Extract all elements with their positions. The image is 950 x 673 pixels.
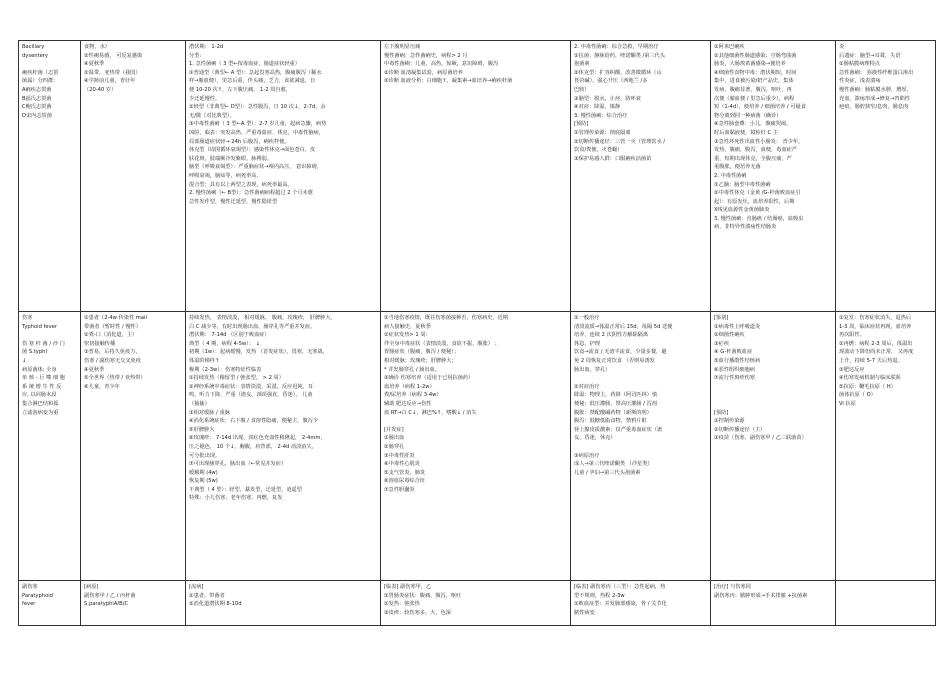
cell-text-line: * 并发肠穿孔 / 肠出血。 xyxy=(384,366,440,373)
cell-text-line: 病，非特异性溃疡性结肠炎 xyxy=(714,224,777,231)
diagnosis-cell xyxy=(381,581,571,626)
table-row-paratyphoid-fever xyxy=(19,581,936,626)
cell-text-line: 少迁延慢性。 xyxy=(189,95,221,102)
cell-text-line: ⑥溶血尿毒综合征 xyxy=(384,478,425,485)
cell-text-line: ⑥儿童，青少年 xyxy=(84,383,120,390)
cell-text-line: ③普易，后持久免疫力， xyxy=(84,349,141,356)
cell-text-line: 儿童 / 孕妇→第三代头孢菌素 xyxy=(574,469,641,476)
cell-text-line: ⑤抗原：鞭毛抗原（ H） xyxy=(839,383,896,390)
table-row-typhoid-fever xyxy=(19,312,936,581)
cell-text-line: ②轻型（非典型← D型）：急性腹泻，日 10 次↓，2-7d，余 xyxy=(189,104,326,111)
cell-text-line: 中毒性菌痢：儿童，高热，惊厥，意识障碍，腹泻 xyxy=(384,61,499,68)
treatment-cell xyxy=(571,581,711,626)
cell-text-line: 样→脓血便），里急后重，伴头痛，乏力，食欲减退，日 xyxy=(189,78,316,85)
cell-text-line: 慢性菌痢：肠粘膜水肿，增厚， xyxy=(839,86,912,93)
cell-text-line: ②其他细菌性肠道感染：空肠弯曲菌 xyxy=(714,52,797,59)
cell-text-line: 副伤寒甲 / 乙 / 丙杆菌 xyxy=(84,592,136,599)
cell-text-line: 伤 寒 杆 菌 / 沙 门 xyxy=(22,340,65,347)
cell-text-line: ②再燃：病程 2-3 周后，体温出 xyxy=(839,340,913,347)
cell-text-line: ④对症：降温，镇静 xyxy=(574,104,621,111)
cell-text-line: 密切接触传播 xyxy=(84,340,116,347)
cell-text-line: 现波动下降但尚未正常， 又再度 xyxy=(839,349,914,356)
cell-text-line: ②诊断 血液分析：白细胞↑，凝集素→血培养→痢疾杆菌 xyxy=(384,78,513,85)
cell-text-line: ④学龄前儿童，青壮年 xyxy=(84,78,136,85)
cell-text-line: ③脑型：脱水，止痉，防呼衰 xyxy=(574,95,641,102)
cell-text-line: ⑦流行性斑疹伤寒 xyxy=(714,375,755,382)
cell-text-line: 物分离到同一种病菌（确诊） xyxy=(714,112,782,119)
cell-text-line: ②对症治疗 xyxy=(574,383,600,390)
cell-text-line: ②休克型：扩容纠酸，改善微循环（山 xyxy=(574,69,662,76)
cell-text-line: ③相对缓脉 / 重脉 xyxy=(189,409,230,416)
cell-text-line: 应, 以回肠末段 xyxy=(22,392,57,399)
clinical-cell xyxy=(186,41,381,312)
cell-text-line: ⑤血行播散性结核病 xyxy=(714,357,761,364)
cell-text-line: [临表] 副伤寒丙（三型）：急性起病，热 xyxy=(574,584,666,590)
cell-text-line: 再次阳性。 xyxy=(839,332,865,339)
cell-text-line: 疤痕，肠腔狭窄/息肉，肠息肉 xyxy=(839,104,909,111)
cell-text-line: 3. 慢性菌痢：综合治疗 xyxy=(574,112,628,119)
cell-text-line: ⑤支气管炎，肺炎 xyxy=(384,469,425,476)
cell-text-line: 急性发作型，慢性迁延型，慢性隐匿型 xyxy=(189,198,278,205)
cell-text-line: ②肠粘膜病理特点 xyxy=(839,61,880,68)
cell-text-line: ②粪-口（消化道，主） xyxy=(84,332,138,339)
cell-text-line: [鉴别] xyxy=(714,315,729,321)
cell-text-line: ③急性坏死性出血性小肠炎： 青少年， xyxy=(714,138,804,145)
cell-text-line: 培养，连续 2 次阴性方解除隔离 xyxy=(574,332,649,339)
cell-text-line: ⑥恶性组织细胞病 xyxy=(714,366,755,373)
cell-text-line: 相对缓脉；玫瑰疹；肝脾肿大； xyxy=(384,357,457,364)
cell-text-line: 伤寒 xyxy=(22,315,33,321)
cell-text-line: 带菌者（暂时性 / 慢性） xyxy=(84,323,141,330)
cell-text-line: [预防] xyxy=(714,409,729,416)
cell-text-line: 孢菌素 xyxy=(574,61,590,68)
cell-text-line xyxy=(574,374,707,383)
disease-name-cell xyxy=(19,312,81,581)
differential-cell xyxy=(711,41,836,312)
notes-cell xyxy=(836,581,936,626)
cell-text-line: ②肠穿孔 xyxy=(384,443,405,450)
cell-text-line: ④中毒性心肌炎 xyxy=(384,461,420,468)
cell-text-line: ④ G-杆菌败血症 xyxy=(714,349,753,356)
cell-text-line: ②温带，亚热带（我国） xyxy=(84,69,141,76)
cell-text-line: 典型（ 4 期，病程 4-5w）： ↓ xyxy=(189,340,261,347)
cell-text-line: X线见血源性金黄菌肺炎 xyxy=(714,207,770,214)
cell-text-line: ④夏秋季 xyxy=(84,366,105,373)
cell-text-line: 3. 慢性菌痢：直肠癌 / 结肠癌，血吸虫 xyxy=(714,215,804,222)
cell-text-line: ⑤全世界（热带 / 亚热带） xyxy=(84,375,146,382)
cell-text-line: ④伤寒发病机制与临床联系 xyxy=(839,375,901,382)
cell-text-line: ①抗菌：静脉给药，喹诺酮类 /第三代头 xyxy=(574,52,666,59)
cell-text-line: ②中毒性休克（金黄 /G-杆菌败血症引 xyxy=(714,190,801,197)
cell-text-line: 肤花斑，肢端厥冷发紫绀，脉搏弱。 xyxy=(189,155,273,162)
cell-text-line: 后遗症：脑型→耳聋，失语 xyxy=(839,52,901,59)
cell-text-line: ↓ xyxy=(22,357,27,364)
table-body xyxy=(19,41,936,626)
cell-text-line: ④细菌性食物中毒：潜伏期短，时间 xyxy=(714,69,797,76)
cell-text-line: 次便（脓血便 / 里急后重少），病程 xyxy=(714,95,795,102)
cell-text-line: ⑥玫瑰疹： 7-14d 出现，淡红色充血性稍隆起， 2-4mm， xyxy=(189,435,326,442)
treatment-cell xyxy=(571,41,711,312)
cell-text-line: ③确诊 伤寒培养（适用于已用抗菌药） xyxy=(384,375,474,382)
cell-text-line: 2. 中毒性菌痢：综合急救，早期治疗 xyxy=(574,44,659,50)
cell-text-line: 血 RT→白 C↓，淋巴%↑，嗜酸↓ / 消失 xyxy=(384,409,477,416)
cell-text-line: 发热，腹痛，腹泻，血便，毒血症严 xyxy=(714,147,798,154)
disease-name-cell xyxy=(19,41,81,312)
cell-text-line: 副伤寒 xyxy=(22,584,38,590)
cell-text-line: ①肠出血 xyxy=(384,435,405,442)
clinical-cell xyxy=(186,312,381,581)
cell-text-line xyxy=(714,400,832,409)
cell-text-line: 持续发热， 表情淡漠， 相对缓脉， 腹痛，玫瑰疹， 肝脾肿大， xyxy=(189,315,336,321)
cell-text-line: 巴胺） xyxy=(574,86,590,93)
cell-text-line: ②诊断 血清凝集试验，病原菌培养 xyxy=(384,69,463,76)
cell-text-line: D宋内志贺菌 xyxy=(22,112,52,119)
cell-text-line: 病原菌体: 全身 xyxy=(22,366,57,373)
cell-text-line xyxy=(714,383,832,392)
cell-text-line: ⑦可出现肠穿孔，肠出血（←常见并发症） xyxy=(189,461,287,468)
cell-text-line: 恢复期 (5w) xyxy=(189,478,218,485)
cell-text-line: 食物，水） xyxy=(84,44,110,50)
cell-text-line: ①患者（2-4w 传染性 mail xyxy=(84,315,147,321)
epidemiology-cell xyxy=(81,312,186,581)
cell-text-line: ①持续发热（稽留型 / 弛张型， > 2 周） xyxy=(189,375,284,382)
cell-text-line: dysentery xyxy=(22,52,48,59)
cell-text-line: 时后血黏液便，镜检红 C 主 xyxy=(714,129,778,136)
cell-text-line: 菌体抗原（ O） xyxy=(839,392,876,399)
cell-text-line: 血培养（病程 1-2w） xyxy=(384,383,435,390)
cell-text-line: ②性痢易感， 可反复感染 xyxy=(84,52,143,59)
cell-text-line: 起）：有原发灶，血培养阳性，后期 xyxy=(714,198,795,205)
cell-text-line: Vi 抗原 xyxy=(839,400,856,407)
treatment-cell xyxy=(571,312,711,581)
cell-text-line: 2. 慢性菌痢（← B型）：急性菌痢病程超过 2 个月未愈 xyxy=(189,190,313,197)
cell-text-line: 混合型：具有以上两型之表现，病死率最高。 xyxy=(189,181,293,188)
cell-text-line: （抽搐） xyxy=(189,400,210,407)
cell-text-line: ②细菌性痢疾 xyxy=(714,332,745,339)
diagnosis-cell xyxy=(381,41,571,312)
cell-text-line: S.paratyphiA/B/C xyxy=(84,601,129,608)
cell-text-line: 重，短期出现休克，全腹压痛，严 xyxy=(714,155,792,162)
cell-text-line: 缓解期 (4w) xyxy=(189,469,218,476)
cell-text-line: 极期（2-3w）：伤寒特征性临表 xyxy=(189,366,262,373)
cell-text-line: Paratyphoid xyxy=(22,592,53,599)
cell-text-line: 病人接触史，夏秋季 xyxy=(384,323,431,330)
cell-text-line: ②消化道潜伏期 8-10d xyxy=(189,601,242,608)
cell-text-line: 成人→第三代喹诺酮类 （沙星类） xyxy=(574,461,653,468)
cell-text-line xyxy=(574,443,707,452)
cell-text-line: 脑型（呼吸衰竭型）：严重脑症状→颅内高压， 意识障碍， xyxy=(189,164,323,171)
cell-text-line: 休息，护理 xyxy=(574,340,600,347)
cell-text-line: [并发症] xyxy=(384,426,404,433)
cell-text-line: ①普通型（典型← A 型）：急起畏寒高热，腹痛腹泻（稀水 xyxy=(189,69,322,76)
cell-text-line: 便 10-20 次↑，左下腹压痛， 1-2 周自愈， xyxy=(189,86,291,93)
cell-text-line: [病原] xyxy=(84,584,99,590)
cell-text-line: 清淡流质→体温正常后 15d，每隔 5d 送便 xyxy=(574,323,673,330)
cell-text-line: 辅助 肥达反应→伤性 xyxy=(384,400,432,407)
cell-text-line: 便秘：低压灌肠，禁高压灌肠 / 泻剂 xyxy=(574,400,657,407)
diagnosis-cell xyxy=(381,312,571,581)
notes-cell xyxy=(836,312,936,581)
cell-text-line: 腹胀：禁配酸碱药物（新斯的明） xyxy=(574,409,652,416)
cell-text-line: ④夏秋季 xyxy=(84,61,105,68)
cell-text-line: ③疟疾 xyxy=(714,340,730,347)
cell-text-line: 集合淋巴结和孤 xyxy=(22,400,59,407)
cell-text-line: 休克型（周围循环衰竭型）：感染性休克→面色苍白，皮 xyxy=(189,147,316,154)
cell-text-line: 局部肠道症状轻→ 24h 后腹泻，痢疾样便。 xyxy=(189,138,290,145)
cell-text-line: 重腹胀，便培养无菌 xyxy=(714,164,761,171)
cell-text-line: ③肥达反应 xyxy=(839,366,865,373)
epidemiology-cell xyxy=(81,581,186,626)
cell-text-line: ②症状发热> 1 周： xyxy=(384,332,431,339)
cell-text-line: 1. 急性菌痢（ 3 型←按毒血症，肠道症状轻重） xyxy=(189,61,300,68)
cell-text-line: 立滤泡病变为重 xyxy=(22,409,59,416)
cell-text-line: 性炎症，浅表溃疡 xyxy=(839,78,881,85)
cell-text-line: [治疗] 与伤寒同 xyxy=(714,584,751,590)
table-row-bacillary-dysentery xyxy=(19,41,936,312)
notes-cell xyxy=(836,41,936,312)
cell-text-line: 充血，溃疡形成→修复→凹陷性 xyxy=(839,95,910,102)
cell-text-line: 无/微（对比典型）。 xyxy=(189,112,235,119)
cell-text-line: 伴全身中毒症状（表情淡漠，食欲不振，腹胀） ； xyxy=(384,340,500,347)
disease-name-cell xyxy=(19,581,81,626)
cell-text-line: 肠炎，大肠埃希菌感染→便培养 xyxy=(714,61,786,68)
cell-text-line: ①胃肠炎症状：腹痛，腹泻，呕吐 xyxy=(384,592,462,599)
cell-text-line: 伤寒 / 副伤寒无交叉免疫 xyxy=(84,357,141,364)
cell-text-line: 左下腹明显压痛 xyxy=(384,44,421,50)
cell-text-line: ①当地伤寒疫情，既往伤寒菌接种否，伤寒病史，近期 xyxy=(384,315,508,321)
cell-text-line: 呼吸衰竭，脑疝等，病死率高。 xyxy=(189,172,262,179)
cell-text-line: 急性菌痢： 弥漫性纤维蛋白渗出 xyxy=(839,69,914,76)
cell-text-line: ④消化系统症状：右下腹 / 食溶性隐痛，便秘主，腹泻少 xyxy=(189,418,319,425)
cell-text-line: ②阿米巴痢疾 xyxy=(714,44,745,50)
cell-text-line: 不典型（ 4 型）：轻型，暴发型，迁延型，逍遥型 xyxy=(189,486,302,493)
cell-text-line: ①一般治疗 xyxy=(574,315,600,321)
cell-text-line: 肾上腺皮质激素：仅严重毒血症状（谵 xyxy=(574,426,663,433)
cell-text-line: A痢疾志贺菌 xyxy=(22,86,52,93)
cell-text-line: 潜伏期： 1-2d xyxy=(189,44,224,50)
cell-text-line: 降温：物理主，药降（阿司匹林）慎 xyxy=(574,392,658,399)
cell-text-line: 短（1-4d），便培养 / 细菌培养 / 可疑食 xyxy=(714,104,806,111)
cell-text-line: 副伤寒丙：脓肿形成→手术排脓 +抗菌素 xyxy=(714,592,808,599)
differential-cell xyxy=(711,581,836,626)
cell-text-line: [预防] xyxy=(574,121,589,128)
epidemiology-cell xyxy=(81,41,186,312)
cell-text-line: ②切断传播途径：三管一灭（管理饮水 / xyxy=(574,138,666,145)
cell-text-line: 炎 xyxy=(839,44,845,50)
cell-text-line: 白 C 减少等，有时出现肠出血，肠穿孔等严重并发症。 xyxy=(189,323,316,330)
cell-text-line: 饮食/粪便，灭苍蝇） xyxy=(574,147,623,154)
cell-text-line: fever xyxy=(22,601,36,608)
cell-text-line: ②发热：弛张热 xyxy=(384,601,420,608)
cell-text-line: 腹泻：低糖低脂食物，禁鸦片酊 xyxy=(574,418,647,425)
cell-text-line: 体温阶梯样↑ xyxy=(189,357,220,364)
cell-text-line: C鲍氏志贺菌 xyxy=(22,104,52,111)
cell-text-line: [流病] xyxy=(189,584,204,590)
cell-text-line: ①病毒性上呼吸道炎 xyxy=(714,323,761,330)
cell-text-line: ③病原治疗 xyxy=(574,452,600,459)
cell-text-line: ①乙脑：脑型中毒性菌痢 xyxy=(714,181,771,188)
cell-text-line: ②神经系统中毒症状：表情淡漠，采漠，反应迟钝，耳 xyxy=(189,383,313,390)
cell-text-line: 上升，持续 5-7 天后热退。 xyxy=(839,357,903,364)
cell-text-line: Bacillary xyxy=(22,44,45,50)
cell-text-line xyxy=(384,417,567,426)
cell-text-line: ⑦急性胆囊炎 xyxy=(384,486,415,493)
disease-comparison-table xyxy=(18,40,936,626)
cell-text-line: （20-40 岁） xyxy=(84,86,117,93)
clinical-cell xyxy=(186,581,381,626)
cell-text-line: 胃肠症状（腹痛，腹泻 / 便秘）； xyxy=(384,349,460,356)
cell-text-line: 脓性病变 xyxy=(574,609,595,616)
cell-text-line: 型不规则，热程 2-3w xyxy=(574,592,625,599)
cell-text-line: ①管理传染源：彻底隔离 xyxy=(574,129,631,136)
cell-text-line: 免 2 周恢复正常饮食 （否则易诱发 xyxy=(574,357,655,364)
cell-text-line: 分型: xyxy=(189,52,202,59)
cell-text-line: 慢性菌痢：急性菌痢史，病程> 2 月 xyxy=(384,52,468,59)
cell-text-line: 1-3 周，临床症状再现，血培养 xyxy=(839,323,912,330)
cell-text-line: ②切断传播途径（主） xyxy=(714,426,766,433)
cell-text-line: ③疫苗（伤寒，副伤寒甲 / 乙三联菌苗） xyxy=(714,435,807,442)
cell-text-line xyxy=(22,331,77,340)
cell-text-line: ③皮疹：较伤寒多，大，色深 xyxy=(384,609,451,616)
cell-text-line: 妄，昏迷，休克） xyxy=(574,435,616,442)
cell-text-line: ③保护易感人群：口服痢疾活菌苗 xyxy=(574,155,652,162)
cell-text-line: 压之褪色， 10 个↓，胸腹，肩背部， 2-4d 消淡消失， xyxy=(189,443,317,450)
cell-text-line: ①复发：伤寒症状消失，退热后 xyxy=(839,315,912,321)
cell-text-line: 鸣，听力下降，严重（谵妄，颈项强直，昏迷）， 儿童 xyxy=(189,392,313,399)
cell-text-line: 可分批出现。 xyxy=(189,452,221,459)
cell-text-line: ①败血症型：并发肺部感染，骨 / 关节化 xyxy=(574,601,667,608)
cell-text-line: 菌 S.typhi xyxy=(22,349,47,356)
cell-text-line: 2. 中毒性菌痢 xyxy=(714,172,747,179)
cell-text-line: B福氏志贺菌 xyxy=(22,95,52,102)
cell-text-line: 系 统 增 生 性 反 xyxy=(22,383,62,390)
cell-text-line: ⑤肝脾肿大 xyxy=(189,426,215,433)
differential-cell xyxy=(711,312,836,581)
cell-text-line: 痢疾杆菌（志贺 xyxy=(22,69,59,76)
cell-text-line: 菌属）分四群: xyxy=(22,78,55,85)
cell-text-line: Typhoid fever xyxy=(22,323,57,330)
cell-text-line: ③中毒性肝炎 xyxy=(384,452,415,459)
cell-text-line: ①控制传染源 xyxy=(714,418,745,425)
cell-text-line: 特殊：小儿伤寒，老年伤寒，再燃，复发 xyxy=(189,495,283,502)
cell-text-line: 单 核 - 巨 噬 细 胞 xyxy=(22,375,65,382)
cell-text-line xyxy=(22,60,77,69)
cell-text-line: ③中毒性菌痢（ 3 型←A 型）：2-7 岁儿童，起病急骤，病势 xyxy=(189,121,327,128)
cell-text-line: ①患者，带菌者 xyxy=(189,592,225,599)
cell-text-line: 潜伏期： 7-14d （区别于败血症） xyxy=(189,332,270,339)
cell-text-line: 饮食→流食 / 无渣半流食，少量多餐，避 xyxy=(574,349,667,356)
cell-text-line xyxy=(714,391,832,400)
cell-text-line: 集中，进食被污染/奶产品史，集体 xyxy=(714,78,794,85)
cell-text-line: 粪/尿培养（病程 3-4w） xyxy=(384,392,442,399)
cell-text-line: ④急性肠套叠：小儿，腹痛哭闹， xyxy=(714,121,792,128)
cell-text-line: [临表] 副伤寒甲，乙 xyxy=(384,584,432,590)
cell-text-line: 肠出血，穿孔） xyxy=(574,366,611,373)
cell-text-line: 莨菪碱），强心升压（西地兰 /多 xyxy=(574,78,648,85)
cell-text-line: 初期（1w）：起病缓慢，发热 （首发症状），畏寒，无寒战， xyxy=(189,349,328,356)
cell-text-line: 发病，腹痛显著，腹泻，呕吐，再 xyxy=(714,86,792,93)
cell-text-line: 凶险，临表：突发高热、严重毒血症、休克，中毒性脑病， xyxy=(189,129,324,136)
